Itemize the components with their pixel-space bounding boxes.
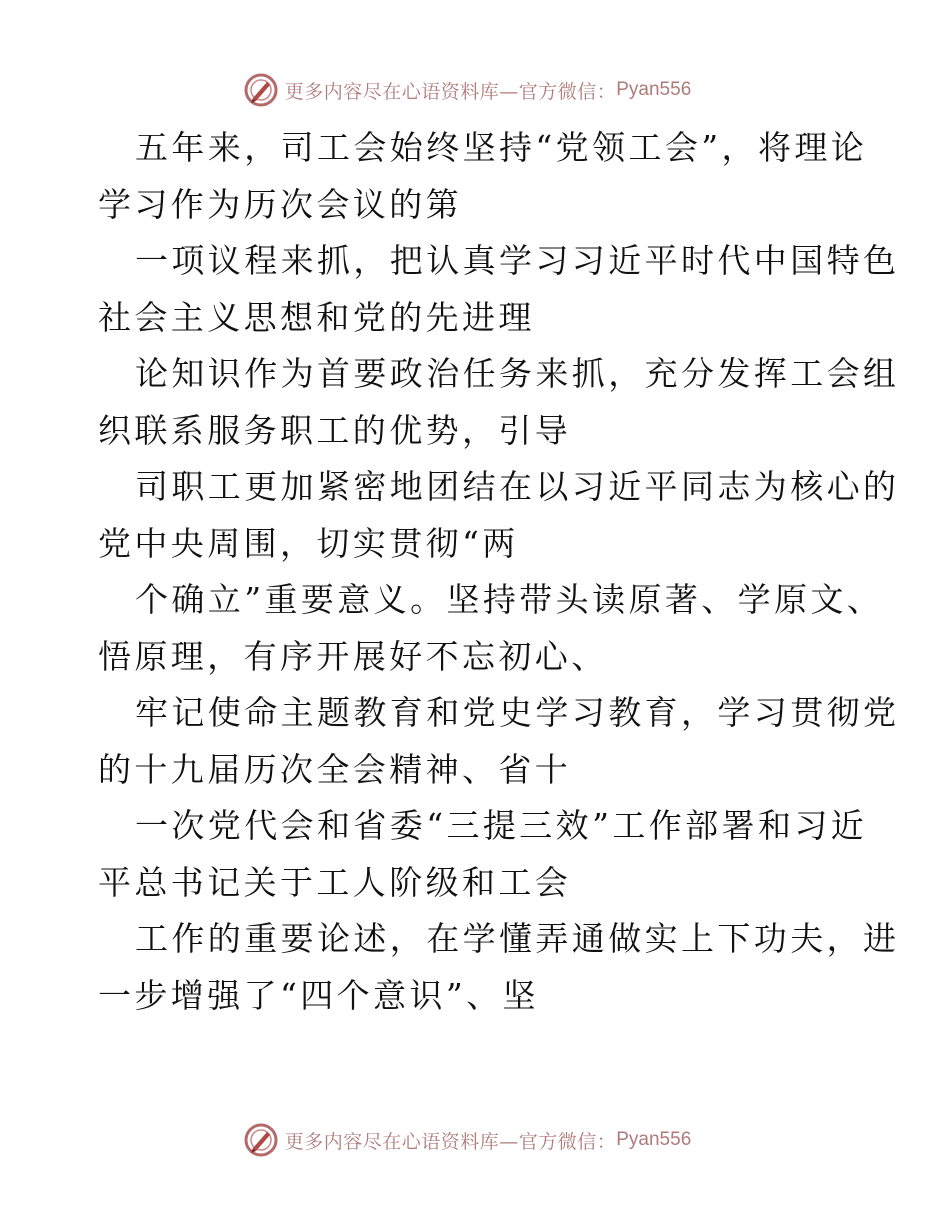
paragraph-line: 一项议程来抓，把认真学习习近平时代中国特色 <box>135 241 900 280</box>
header-banner-wechat: Pyan556 <box>616 79 692 100</box>
paragraph-line: 司职工更加紧密地团结在以习近平同志为核心的 <box>135 467 900 506</box>
paragraph-line: 工作的重要论述，在学懂弄通做实上下功夫，进 <box>135 919 900 958</box>
footer-banner <box>0 1120 950 1160</box>
paragraph-line: 社会主义思想和党的先进理 <box>98 297 535 337</box>
paragraph-line: 学习作为历次会议的第 <box>98 184 462 224</box>
pen-seal-logo-icon <box>243 1122 279 1158</box>
document-body <box>98 120 900 1024</box>
paragraph-line: 织联系服务职工的优势，引导 <box>98 410 572 450</box>
paragraph-line: 论知识作为首要政治任务来抓，充分发挥工会组 <box>135 354 900 393</box>
paragraph-line: 悟原理，有序开展好不忘初心、 <box>98 636 608 676</box>
pen-seal-logo-icon <box>243 72 279 108</box>
paragraph-line: 五年来，司工会始终坚持“党领工会”，将理论 <box>135 128 868 167</box>
header-banner <box>0 70 950 110</box>
paragraph-line: 个确立”重要意义。坚持带头读原著、学原文、 <box>135 580 884 619</box>
paragraph-line: 牢记使命主题教育和党史学习教育，学习贯彻党 <box>135 693 900 732</box>
header-banner-inner <box>243 72 692 108</box>
footer-banner-text: 更多内容尽在心语资料库—官方微信： <box>284 1130 617 1153</box>
header-banner-text: 更多内容尽在心语资料库—官方微信： <box>284 80 617 103</box>
paragraph-line: 的十九届历次全会精神、省十 <box>98 749 572 789</box>
paragraph-line: 平总书记关于工人阶级和工会 <box>98 862 572 902</box>
footer-banner-inner <box>243 1122 692 1158</box>
footer-banner-wechat: Pyan556 <box>616 1129 692 1150</box>
paragraph-line: 一次党代会和省委“三提三效”工作部署和习近 <box>135 806 868 845</box>
paragraph-line: 党中央周围，切实贯彻“两 <box>98 523 519 563</box>
paragraph-line: 一步增强了“四个意识”、坚 <box>98 975 539 1015</box>
